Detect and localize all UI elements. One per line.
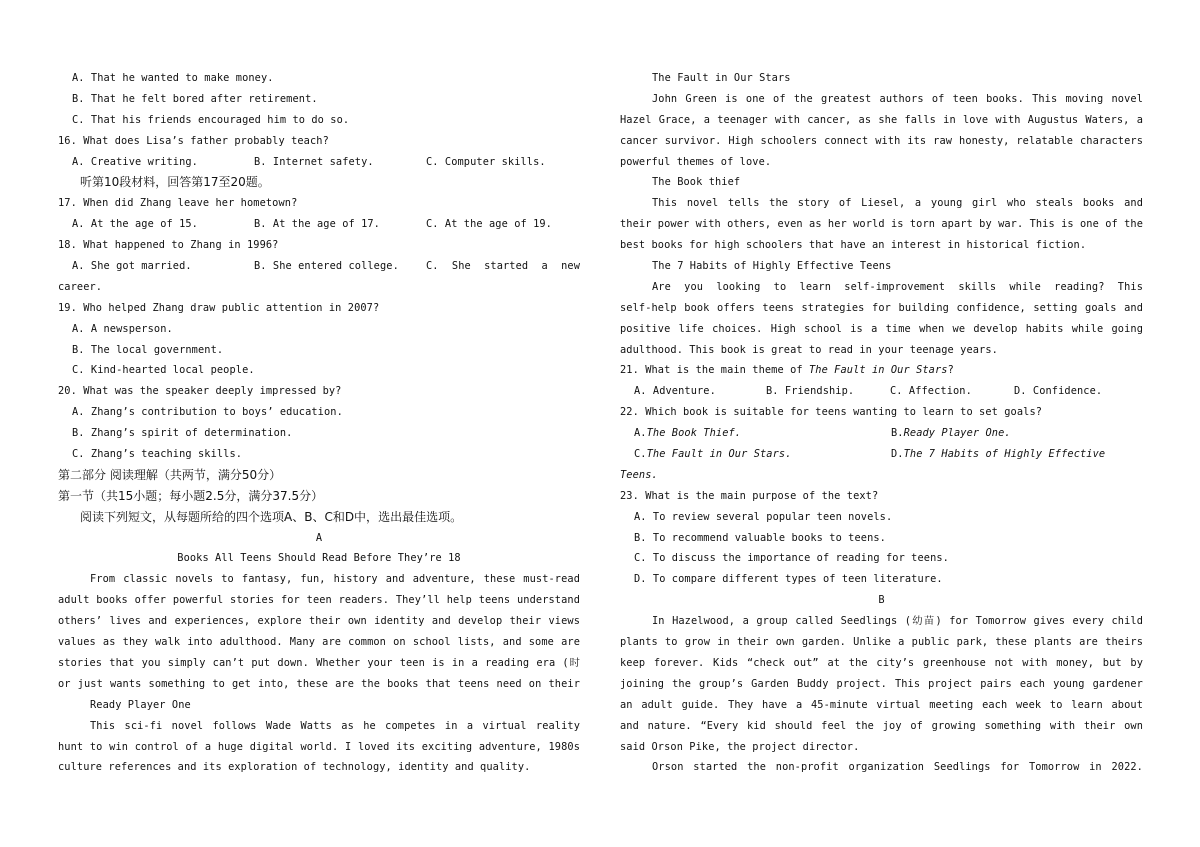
book4-title: The 7 Habits of Highly Effective Teens bbox=[652, 260, 892, 273]
passage-b-p2-line: Orson started the non-profit organization Seedlings for Tomorrow in 2022. bbox=[652, 761, 1143, 774]
section10-note: 听第10段材料，回答第17至20题。 bbox=[80, 175, 270, 190]
q15-option-b: B. That he felt bored after retirement. bbox=[72, 92, 318, 105]
right-column bbox=[620, 68, 1143, 778]
q20-option-a: A. Zhang’s contribution to boys’ education. bbox=[72, 406, 343, 419]
book1-title: Ready Player One bbox=[90, 698, 191, 711]
q16-options bbox=[58, 152, 580, 173]
q21-stem bbox=[620, 360, 1143, 381]
q22-option-c-title: The Fault in Our Stars. bbox=[646, 448, 792, 461]
book3-line: best books for high schoolers that have an interest in historical fiction. bbox=[620, 239, 1087, 252]
q19-option-a: A. A newsperson. bbox=[72, 322, 173, 335]
q22-options-cd bbox=[620, 444, 1143, 465]
q23-option-c: C. To discuss the importance of reading for teens. bbox=[634, 552, 949, 565]
q20-option-c: C. Zhang’s teaching skills. bbox=[72, 448, 243, 461]
q15-option-c: C. That his friends encouraged him to do so. bbox=[72, 113, 350, 126]
part2-heading: 第二部分 阅读理解（共两节，满分50分） bbox=[58, 467, 282, 482]
book4-line: self-help book offers teens strategies for building confidence, setting goals and bbox=[620, 301, 1143, 314]
q21-option-c: C. Affection. bbox=[890, 385, 972, 398]
q23-option-b: B. To recommend valuable books to teens. bbox=[634, 531, 886, 544]
book4-line: positive life choices. High school is a time when we develop habits while going bbox=[620, 322, 1143, 335]
q23-option-d: D. To compare different types of teen literature. bbox=[634, 573, 943, 586]
book2-line: John Green is one of the greatest authors of teen books. This moving novel bbox=[652, 92, 1143, 105]
q23-option-a: A. To review several popular teen novels. bbox=[634, 510, 893, 523]
q17-option-c: C. At the age of 19. bbox=[426, 218, 552, 231]
q18-option-c: C. She started a new bbox=[426, 260, 580, 273]
q17-stem: 17. When did Zhang leave her hometown? bbox=[58, 197, 298, 210]
q22-option-a bbox=[634, 423, 891, 444]
q21-stem-title: The Fault in Our Stars bbox=[808, 364, 948, 377]
book4-line: Are you looking to learn self-improvement skills while reading? This bbox=[652, 280, 1143, 293]
q19-stem: 19. Who helped Zhang draw public attention in 2007? bbox=[58, 301, 380, 314]
q18-options bbox=[58, 256, 580, 277]
q19-option-b: B. The local government. bbox=[72, 343, 224, 356]
passage-a-line: others’ lives and experiences, explore their own identity and develop their views bbox=[58, 615, 580, 628]
q21-options bbox=[620, 381, 1143, 402]
book4-line: adulthood. This book is great to read in your teenage years. bbox=[620, 343, 998, 356]
passage-a-line: values as they walk into adulthood. Many are common on school lists, and some are bbox=[58, 636, 580, 649]
passage-b-line: plants to grow in their own garden. Unlike a public park, these plants are theirs bbox=[620, 636, 1143, 649]
q18-stem: 18. What happened to Zhang in 1996? bbox=[58, 239, 279, 252]
q22-option-d-cont: Teens. bbox=[620, 468, 658, 481]
q17-options bbox=[58, 214, 580, 235]
book2-title: The Fault in Our Stars bbox=[652, 72, 791, 84]
q18-option-c-cont: career. bbox=[58, 280, 103, 293]
q23-stem: 23. What is the main purpose of the text? bbox=[620, 489, 879, 502]
passage-b-line: and nature. “Every kid should feel the joy of growing something with their own bbox=[620, 719, 1143, 732]
passage-b-label: B bbox=[878, 594, 885, 607]
q21-option-a: A. Adventure. bbox=[634, 385, 716, 398]
q21-stem-prefix: 21. What is the main theme of bbox=[620, 364, 809, 377]
part2-instruction: 阅读下列短文，从每题所给的四个选项A、B、C和D中，选出最佳选项。 bbox=[80, 509, 463, 524]
book3-line: This novel tells the story of Liesel, a young girl who steals books and bbox=[652, 197, 1143, 210]
book2-line: cancer survivor. High schoolers connect with its raw honesty, relatable characters bbox=[620, 134, 1143, 147]
q21-option-d: D. Confidence. bbox=[1014, 385, 1103, 398]
passage-b-line: joining the group’s Garden Buddy project. This project pairs each young gardener bbox=[620, 677, 1143, 690]
q16-option-b: B. Internet safety. bbox=[254, 155, 374, 168]
q22-option-d-label: D. bbox=[891, 448, 904, 461]
passage-a-title: Books All Teens Should Read Before They’re 18 bbox=[177, 552, 461, 565]
q22-option-d bbox=[891, 444, 1105, 465]
book3-title: The Book thief bbox=[652, 176, 741, 189]
passage-b-line: an adult guide. They have a 45-minute virtual meeting each week to learn about bbox=[620, 698, 1143, 711]
book3-line: their power with others, even as her world is torn apart by war. This is one of the bbox=[620, 218, 1143, 231]
q16-option-c: C. Computer skills. bbox=[426, 155, 546, 168]
q22-option-a-label: A. bbox=[634, 427, 647, 440]
q16-stem: 16. What does Lisa’s father probably teach? bbox=[58, 134, 329, 147]
part2-section1-heading: 第一节（共15小题；每小题2.5分，满分37.5分） bbox=[58, 488, 324, 503]
passage-a-line: adult books offer powerful stories for teen readers. They’ll help teens understand bbox=[58, 594, 580, 607]
book2-line: Hazel Grace, a teenager with cancer, as she falls in love with Augustus Waters, a bbox=[620, 113, 1143, 126]
q22-option-b-title: Ready Player One. bbox=[903, 427, 1011, 440]
q15-option-a: A. That he wanted to make money. bbox=[72, 72, 274, 84]
q22-options-ab bbox=[620, 423, 1143, 444]
q19-option-c: C. Kind-hearted local people. bbox=[72, 364, 255, 377]
q18-option-a: A. She got married. bbox=[72, 260, 192, 273]
q22-option-b-label: B. bbox=[891, 427, 904, 440]
q20-stem: 20. What was the speaker deeply impressed by? bbox=[58, 385, 342, 398]
q22-stem: 22. Which book is suitable for teens wanting to learn to set goals? bbox=[620, 406, 1043, 419]
passage-a-line: stories that you simply can’t put down. Whether your teen is in a reading era (时 bbox=[58, 656, 580, 669]
q22-option-a-title: The Book Thief. bbox=[646, 427, 742, 440]
passage-a-label: A bbox=[315, 531, 323, 544]
passage-b-line: In Hazelwood, a group called Seedlings (幼苗) for Tomorrow gives every child bbox=[652, 615, 1143, 628]
book1-line: This sci-fi novel follows Wade Watts as he competes in a virtual reality bbox=[90, 719, 580, 732]
book1-line: hunt to win control of a huge digital world. I loved its exciting adventure, 1980s bbox=[58, 740, 580, 753]
q21-stem-suffix: ? bbox=[947, 364, 954, 377]
passage-a-line: From classic novels to fantasy, fun, history and adventure, these must-read bbox=[90, 573, 580, 586]
q17-option-a: A. At the age of 15. bbox=[72, 218, 198, 231]
book2-line: powerful themes of love. bbox=[620, 155, 772, 168]
passage-a-line: or just wants something to get into, these are the books that teens need on their bbox=[58, 677, 580, 690]
q22-option-b bbox=[891, 423, 1011, 444]
q21-option-b: B. Friendship. bbox=[766, 385, 855, 398]
passage-b-line: said Orson Pike, the project director. bbox=[620, 740, 860, 753]
q18-option-b: B. She entered college. bbox=[254, 260, 399, 273]
q17-option-b: B. At the age of 17. bbox=[254, 218, 380, 231]
book1-line: culture references and its exploration of technology, identity and quality. bbox=[58, 761, 531, 774]
passage-b-line: keep forever. Kids “check out” at the city’s greenhouse not with money, but by bbox=[620, 656, 1143, 669]
q20-option-b: B. Zhang’s spirit of determination. bbox=[72, 427, 293, 440]
left-column bbox=[58, 68, 580, 778]
q22-option-d-title: The 7 Habits of Highly Effective bbox=[903, 448, 1106, 461]
q16-option-a: A. Creative writing. bbox=[72, 155, 198, 168]
q22-option-c bbox=[634, 444, 891, 465]
q22-option-c-label: C. bbox=[634, 448, 647, 461]
